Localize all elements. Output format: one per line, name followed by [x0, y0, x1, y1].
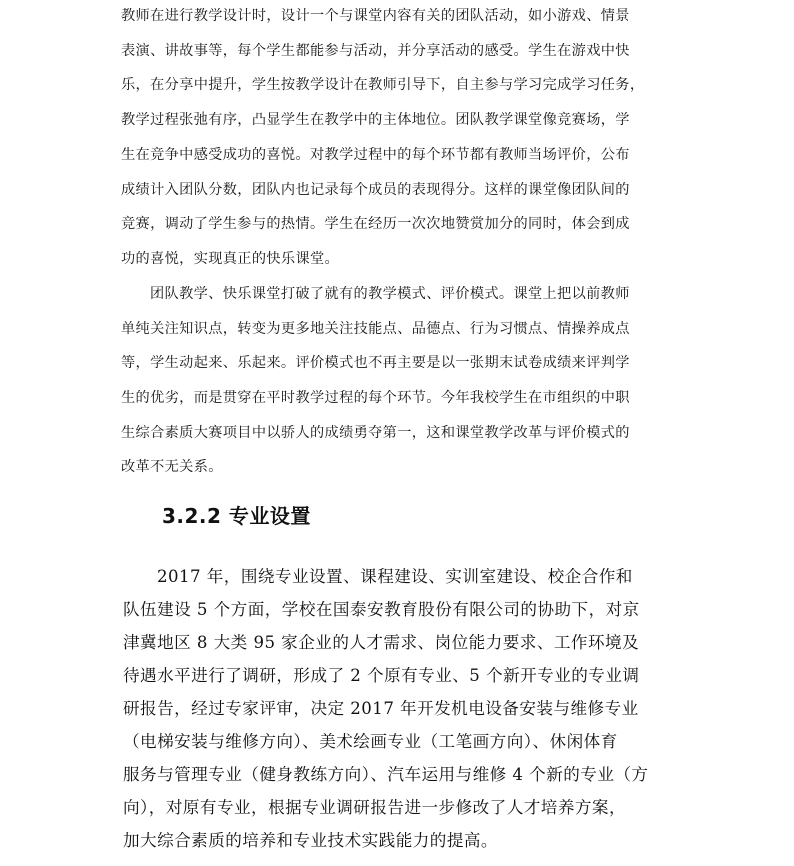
text-line: 教学过程张弛有序，凸显学生在教学中的主体地位。团队教学课堂像竞赛场，学 [121, 112, 630, 128]
section-heading: 3.2.2 专业设置 [162, 504, 311, 528]
text-line: 研报告，经过专家评审，决定 2017 年开发机电设备安装与维修专业 [123, 699, 639, 718]
text-line: 队伍建设 5 个方面，学校在国泰安教育股份有限公司的协助下，对京 [123, 600, 640, 619]
text-line: 加大综合素质的培养和专业技术实践能力的提高。 [123, 831, 498, 850]
text-line: 团队教学、快乐课堂打破了就有的教学模式、评价模式。课堂上把以前教师 [150, 286, 630, 302]
text-line: 成绩计入团队分数，团队内也记录每个成员的表现得分。这样的课堂像团队间的 [121, 182, 630, 198]
text-line: 教师在进行教学设计时，设计一个与课堂内容有关的团队活动，如小游戏、情景 [121, 8, 630, 24]
text-line: 乐，在分享中提升，学生按教学设计在教师引导下，自主参与学习完成学习任务， [121, 77, 645, 93]
text-line: 津冀地区 8 大类 95 家企业的人才需求、岗位能力要求、工作环境及 [123, 633, 640, 652]
text-line: 改革不无关系。 [121, 459, 223, 475]
text-line: 向），对原有专业，根据专业调研报告进一步修改了人才培养方案， [123, 798, 627, 817]
text-line: 等，学生动起来、乐起来。评价模式也不再主要是以一张期末试卷成绩来评判学 [121, 355, 630, 371]
text-line: 功的喜悦，实现真正的快乐课堂。 [121, 251, 340, 267]
text-line: 生综合素质大赛项目中以骄人的成绩勇夺第一，这和课堂教学改革与评价模式的 [121, 425, 630, 441]
text-line: 服务与管理专业（健身教练方向）、汽车运用与维修 4 个新的专业（方 [123, 765, 649, 784]
text-line: （电梯安装与维修方向）、美术绘画专业（工笔画方向）、休闲体育 [123, 732, 618, 751]
text-line: 2017 年，围绕专业设置、课程建设、实训室建设、校企合作和 [157, 567, 633, 586]
text-line: 表演、讲故事等，每个学生都能参与活动，并分享活动的感受。学生在游戏中快 [121, 43, 630, 59]
text-line: 单纯关注知识点，转变为更多地关注技能点、品德点、行为习惯点、情操养成点 [121, 321, 630, 337]
text-line: 生的优劣，而是贯穿在平时教学过程的每个环节。今年我校学生在市组织的中职 [121, 390, 630, 406]
text-line: 待遇水平进行了调研，形成了 2 个原有专业、5 个新开专业的专业调 [123, 666, 640, 685]
text-line: 竞赛，调动了学生参与的热情。学生在经历一次次地赞赏加分的同时，体会到成 [121, 216, 630, 232]
text-line: 生在竞争中感受成功的喜悦。对教学过程中的每个环节都有教师当场评价，公布 [121, 147, 630, 163]
